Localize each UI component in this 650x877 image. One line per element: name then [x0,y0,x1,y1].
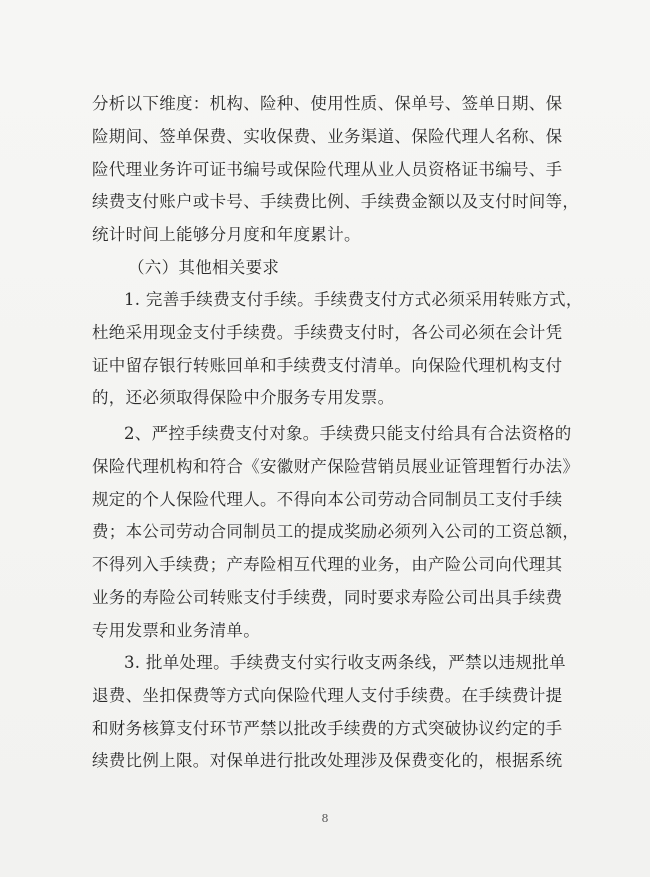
text-line: 杜绝采用现金支付手续费。手续费支付时，各公司必须在会计凭 [92,322,563,342]
text-line: 不得列入手续费；产寿险相互代理的业务，由产险公司向代理其 [92,555,563,575]
text-line: 续费支付账户或卡号、手续费比例、手续费金额以及支付时间等， [92,192,580,212]
text-line: 费；本公司劳动合同制员工的提成奖励必须列入公司的工资总额， [92,522,580,542]
text-line: 的，还必须取得保险中介服务专用发票。 [92,388,395,408]
text-line: 分析以下维度：机构、险种、使用性质、保单号、签单日期、保 [92,94,563,113]
text-line: 退费、坐扣保费等方式向保险代理人支付手续费。在手续费计提 [92,685,563,705]
section-heading-text: （六）其他相关要求 [128,258,280,277]
text-line: 险代理业务许可证书编号或保险代理从业人员资格证书编号、手 [92,159,563,179]
paragraph-dimensions [92,88,580,252]
text-line: 专用发票和业务清单。 [92,620,260,640]
text-line: 规定的个人保险代理人。不得向本公司劳动合同制员工支付手续 [92,489,563,509]
text-line: 1. 完善手续费支付手续。手续费支付方式必须采用转账方式， [124,290,583,309]
text-line: 2、严控手续费支付对象。手续费只能支付给具有合法资格的 [124,424,572,443]
text-line: 险期间、签单保费、实收保费、业务渠道、保险代理人名称、保 [92,126,563,146]
section-heading [128,252,428,285]
paragraph-item-2 [92,418,580,648]
text-line: 业务的寿险公司转账支付手续费，同时要求寿险公司出具手续费 [92,587,563,607]
text-line: 保险代理机构和符合《安徽财产保险营销员展业证管理暂行办法》 [92,456,580,476]
text-line: 证中留存银行转账回单和手续费支付清单。向保险代理机构支付 [92,355,563,375]
text-line: 续费比例上限。对保单进行批改处理涉及保费变化的，根据系统 [92,751,563,771]
text-line: 和财务核算支付环节严禁以批改手续费的方式突破协议约定的手 [92,718,563,738]
text-line: 3. 批单处理。手续费支付实行收支两条线，严禁以违规批单 [124,653,566,672]
text-line: 统计时间上能够分月度和年度累计。 [92,225,361,245]
paragraph-item-1 [92,284,583,415]
paragraph-item-3 [92,647,566,778]
page-number: 8 [321,812,329,825]
